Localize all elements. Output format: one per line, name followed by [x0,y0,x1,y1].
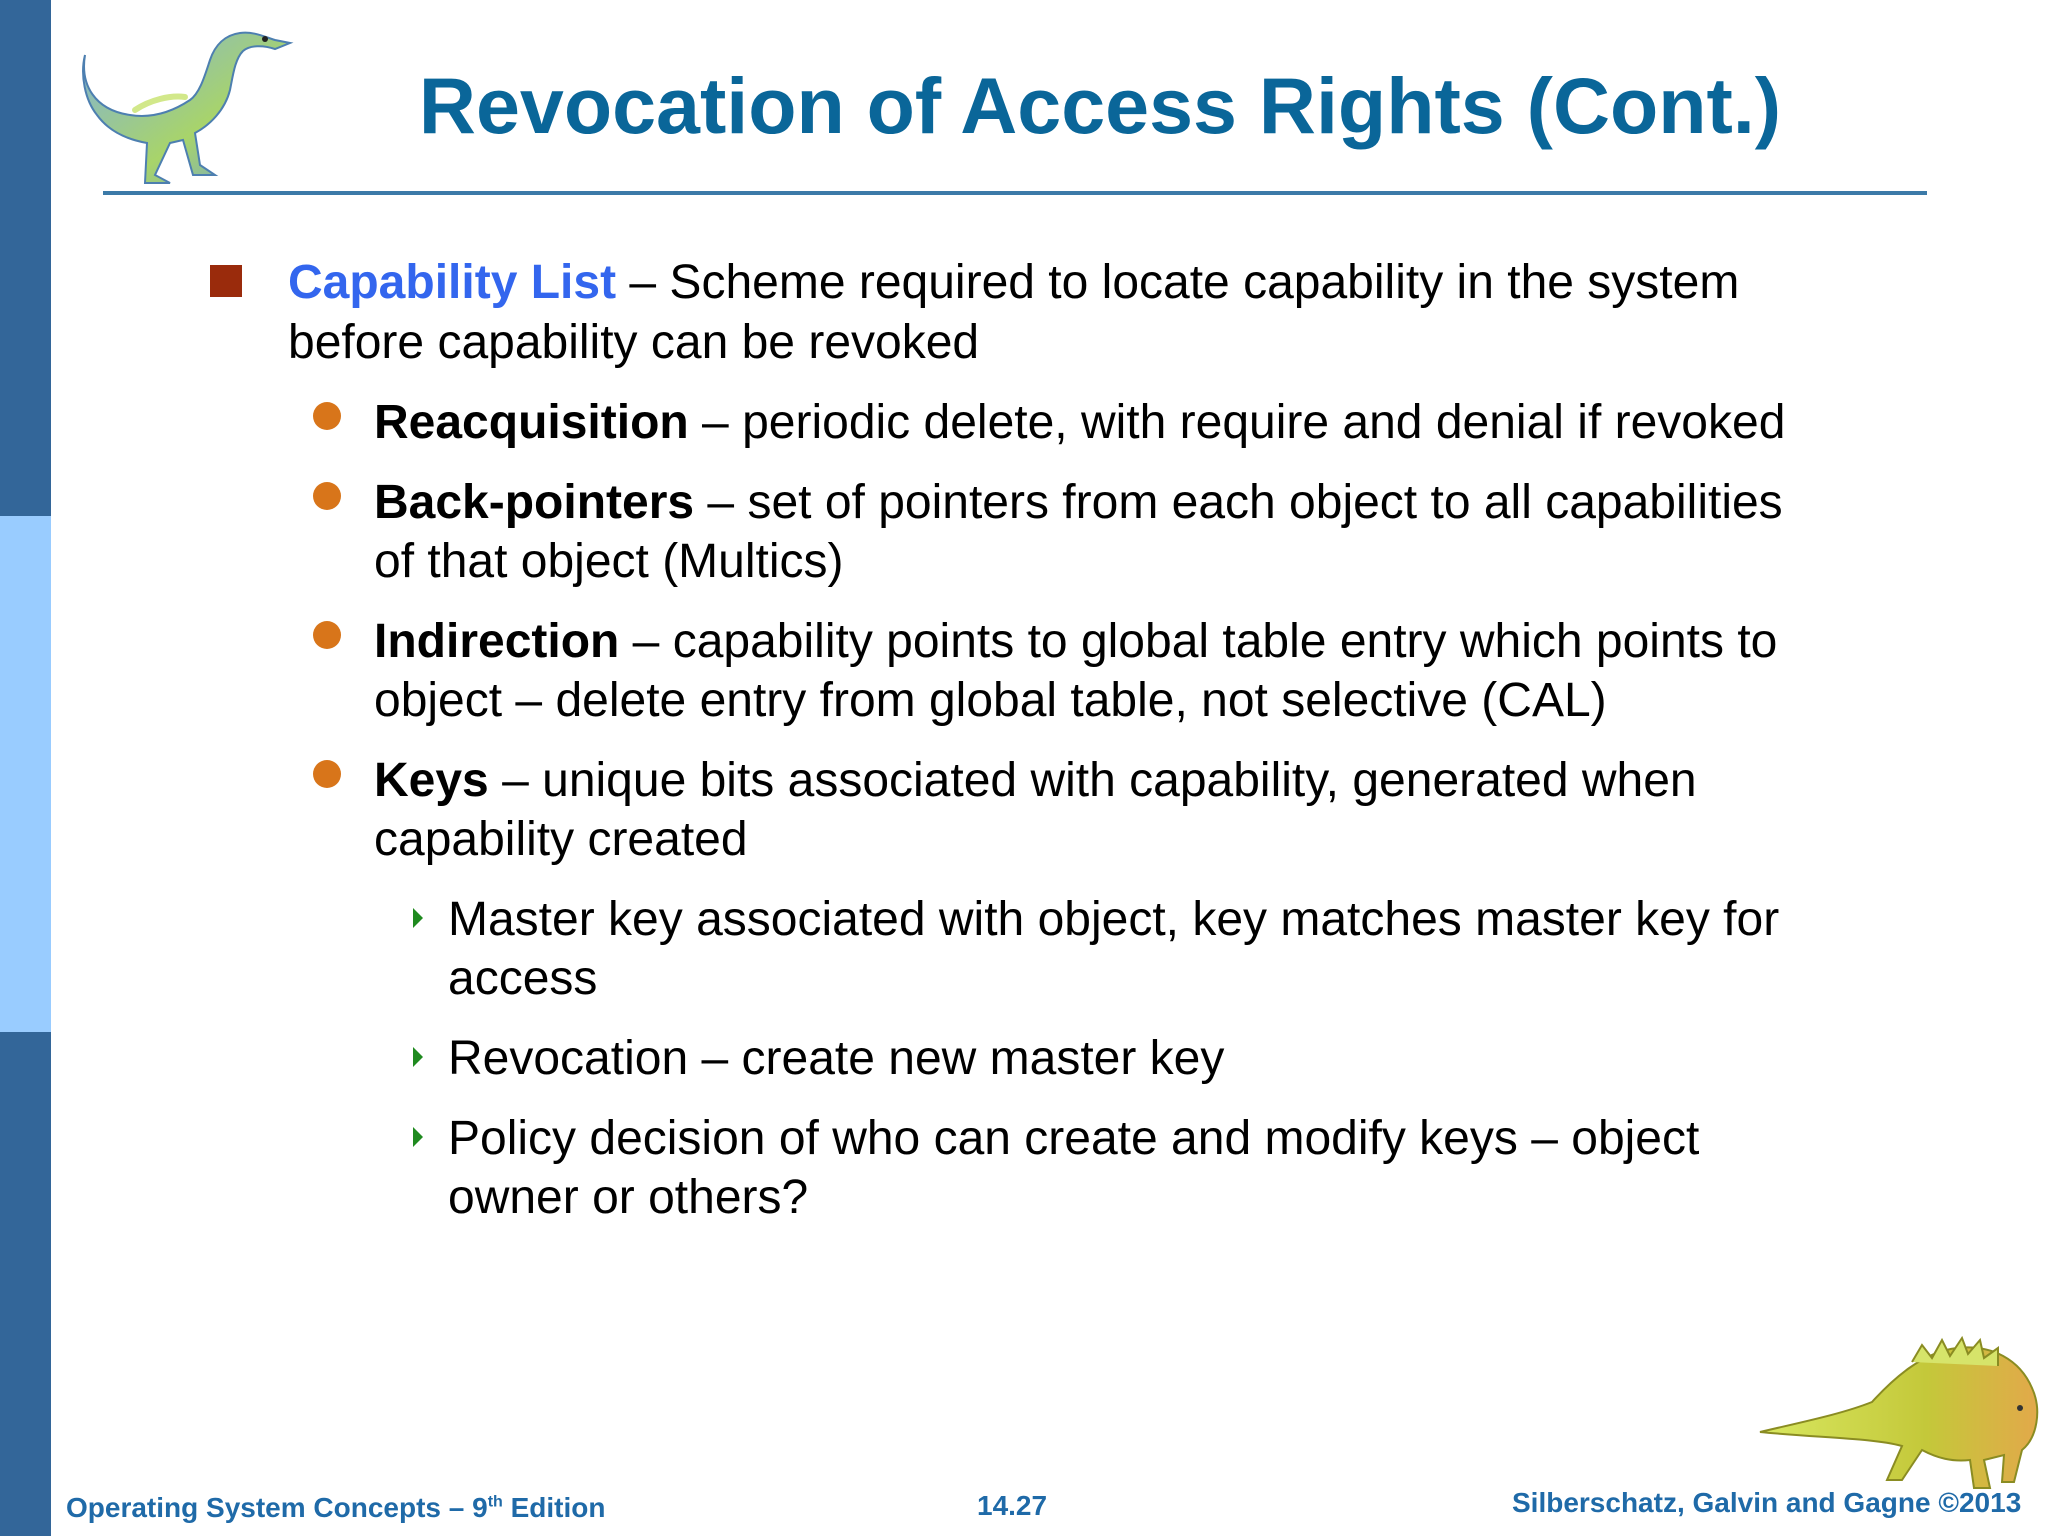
bullet-term: Keys [374,754,489,807]
bullet-keys-line2: capability created [374,813,748,866]
bullet-backpointers-line2: of that object (Multics) [374,535,844,588]
title-divider [103,191,1927,195]
round-bullet-icon [313,402,341,430]
bullet-indirection-line2: object – delete entry from global table, not selective (CAL) [374,674,1607,727]
triangle-bullet-icon [413,1047,423,1067]
sub-bullet-line1: Policy decision of who can create and modify keys – object [448,1112,1700,1165]
dinosaur-top-icon [75,15,315,195]
bullet-text: – periodic delete, with require and denial if revoked [688,396,1786,449]
bullet-keys-line1 [374,752,1697,810]
bullet-indirection-line1 [374,613,1777,671]
sidebar-segment-top [0,0,51,516]
bullet-capability-line1 [288,254,1739,312]
footer-authors: Silberschatz, Galvin and Gagne ©2013 [1512,1487,2022,1518]
sidebar-segment-middle [0,516,51,1032]
bullet-backpointers-line1 [374,474,1783,532]
round-bullet-icon [313,621,341,649]
bullet-text: – capability points to global table entry which points to [619,615,1778,668]
sub-bullet-line1: Revocation – create new master key [448,1032,1225,1085]
round-bullet-icon [313,482,341,510]
footer-book-title [66,1492,605,1524]
sub-bullet-line1: Master key associated with object, key matches master key for [448,893,1780,946]
bullet-term: Reacquisition [374,396,689,449]
sub-bullet-line2: owner or others? [448,1171,809,1224]
sub-bullet-line2: access [448,952,598,1005]
bullet-term: Indirection [374,615,620,668]
sidebar-segment-bottom [0,1032,51,1536]
footer-edition-superscript: th [487,1493,503,1511]
round-bullet-icon [313,760,341,788]
triangle-bullet-icon [413,1127,423,1147]
slide-title: Revocation of Access Rights (Cont.) [418,61,1782,150]
bullet-reacquisition-line1 [374,394,1785,452]
dinosaur-bottom-icon [1752,1310,2048,1490]
footer-slide-number: 14.27 [977,1490,1048,1521]
bullet-text: – set of pointers from each object to all capabilities [694,476,1783,529]
bullet-term: Capability List [288,256,617,309]
footer-book-title-main: Operating System Concepts – 9 [66,1492,488,1523]
bullet-text: – Scheme required to locate capability in the system [616,256,1740,309]
footer-book-title-end: Edition [502,1492,606,1523]
bullet-capability-line2: before capability can be revoked [288,316,980,369]
left-sidebar-bar [0,0,51,1536]
triangle-bullet-icon [413,908,423,928]
bullet-text: – unique bits associated with capability, generated when [488,754,1697,807]
square-bullet-icon [210,265,242,297]
bullet-term: Back-pointers [374,476,695,529]
